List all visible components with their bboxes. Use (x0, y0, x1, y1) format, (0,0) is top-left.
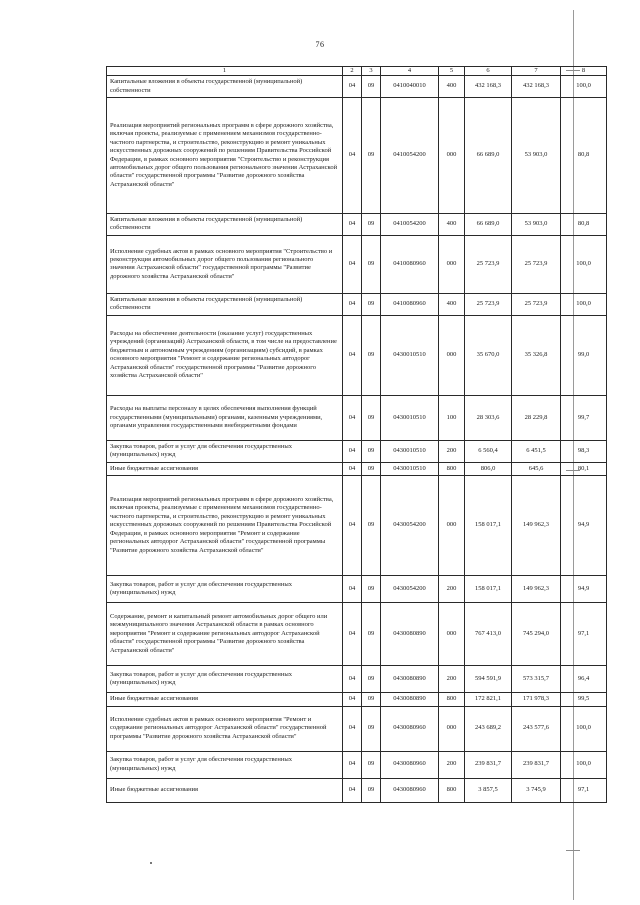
planned-amount-cell: 806,0 (465, 462, 512, 475)
subsection-cell: 09 (362, 76, 381, 98)
subsection-cell: 09 (362, 293, 381, 315)
execution-percent-cell: 80,8 (561, 98, 607, 214)
section-cell: 04 (343, 751, 362, 778)
execution-percent-cell: 80,1 (561, 462, 607, 475)
execution-percent-cell: 94,9 (561, 576, 607, 603)
planned-amount-cell: 594 591,9 (465, 666, 512, 693)
subsection-cell: 09 (362, 576, 381, 603)
execution-percent-cell: 100,0 (561, 293, 607, 315)
expense-name-cell: Закупка товаров, работ и услуг для обеспечения государственных (муниципальных) нужд (107, 576, 343, 603)
planned-amount-cell: 35 670,0 (465, 315, 512, 395)
budget-table (106, 66, 607, 803)
header-cell: 5 (439, 67, 465, 76)
page-number: 76 (315, 40, 325, 49)
execution-percent-cell: 99,5 (561, 693, 607, 706)
executed-amount-cell: 149 962,3 (512, 476, 561, 576)
table-row (107, 395, 607, 440)
table-row (107, 751, 607, 778)
target-article-cell: 0430010510 (381, 440, 439, 462)
target-article-cell: 0410080960 (381, 293, 439, 315)
expense-type-cell: 200 (439, 440, 465, 462)
planned-amount-cell: 158 017,1 (465, 576, 512, 603)
expense-type-cell: 800 (439, 462, 465, 475)
executed-amount-cell: 432 168,3 (512, 76, 561, 98)
target-article-cell: 0430054200 (381, 476, 439, 576)
execution-percent-cell: 100,0 (561, 751, 607, 778)
expense-name-cell: Реализация мероприятий региональных программ в сфере дорожного хозяйства, включая проекты, реализуемые с применением механизмов государственно-частного партнерства, и строительство, реконструкцию и ремонт уникальных искусственных дорожных сооружений по решениям Правительства Российской Федерации, в рамках основного мероприятия "Ремонт и содержание региональных автодорог Астраханской области" государственной программы "Развитие дорожного хозяйства Астраханской области" (107, 476, 343, 576)
subsection-cell: 09 (362, 476, 381, 576)
expense-name-cell: Капитальные вложения в объекты государственной (муниципальной) собственности (107, 76, 343, 98)
executed-amount-cell: 149 962,3 (512, 576, 561, 603)
subsection-cell: 09 (362, 778, 381, 802)
section-cell: 04 (343, 235, 362, 293)
subsection-cell: 09 (362, 214, 381, 236)
binding-tick (566, 850, 580, 851)
planned-amount-cell: 172 821,1 (465, 693, 512, 706)
subsection-cell: 09 (362, 603, 381, 666)
expense-type-cell: 400 (439, 76, 465, 98)
table-row (107, 98, 607, 214)
table-row (107, 476, 607, 576)
executed-amount-cell: 645,6 (512, 462, 561, 475)
header-cell: 2 (343, 67, 362, 76)
expense-name-cell: Реализация мероприятий региональных программ в сфере дорожного хозяйства, включая проекты, реализуемые с применением механизмов государственно-частного партнерства, и строительство, реконструкцию и ремонт уникальных искусственных дорожных сооружений по решениям Правительства Российской Федерации, в рамках основного мероприятия "Строительство и реконструкция автомобильных дорог общего пользования регионального значения Астраханской области" государственной программы "Развитие дорожного хозяйства Астраханской области" (107, 98, 343, 214)
subsection-cell: 09 (362, 706, 381, 751)
target-article-cell: 0430080960 (381, 778, 439, 802)
planned-amount-cell: 28 303,6 (465, 395, 512, 440)
table-row (107, 440, 607, 462)
execution-percent-cell: 94,9 (561, 476, 607, 576)
table-row (107, 778, 607, 802)
expense-type-cell: 000 (439, 603, 465, 666)
target-article-cell: 0430054200 (381, 576, 439, 603)
subsection-cell: 09 (362, 235, 381, 293)
header-cell: 4 (381, 67, 439, 76)
header-cell: 3 (362, 67, 381, 76)
planned-amount-cell: 3 857,5 (465, 778, 512, 802)
target-article-cell: 0430080960 (381, 706, 439, 751)
planned-amount-cell: 66 689,0 (465, 214, 512, 236)
expense-name-cell: Капитальные вложения в объекты государственной (муниципальной) собственности (107, 293, 343, 315)
table-row (107, 214, 607, 236)
header-cell: 6 (465, 67, 512, 76)
table-row (107, 576, 607, 603)
executed-amount-cell: 25 723,9 (512, 293, 561, 315)
section-cell: 04 (343, 76, 362, 98)
planned-amount-cell: 432 168,3 (465, 76, 512, 98)
subsection-cell: 09 (362, 693, 381, 706)
expense-type-cell: 200 (439, 666, 465, 693)
execution-percent-cell: 97,1 (561, 778, 607, 802)
table-row (107, 693, 607, 706)
subsection-cell: 09 (362, 462, 381, 475)
executed-amount-cell: 171 978,3 (512, 693, 561, 706)
expense-name-cell: Капитальные вложения в объекты государственной (муниципальной) собственности (107, 214, 343, 236)
section-cell: 04 (343, 576, 362, 603)
section-cell: 04 (343, 476, 362, 576)
section-cell: 04 (343, 293, 362, 315)
subsection-cell: 09 (362, 440, 381, 462)
header-cell: 7 (512, 67, 561, 76)
executed-amount-cell: 6 451,5 (512, 440, 561, 462)
planned-amount-cell: 25 723,9 (465, 293, 512, 315)
expense-type-cell: 800 (439, 693, 465, 706)
table-row (107, 315, 607, 395)
table-row (107, 706, 607, 751)
executed-amount-cell: 573 315,7 (512, 666, 561, 693)
executed-amount-cell: 243 577,6 (512, 706, 561, 751)
subsection-cell: 09 (362, 98, 381, 214)
expense-name-cell: Закупка товаров, работ и услуг для обеспечения государственных (муниципальных) нужд (107, 666, 343, 693)
executed-amount-cell: 25 723,9 (512, 235, 561, 293)
expense-type-cell: 100 (439, 395, 465, 440)
expense-name-cell: Закупка товаров, работ и услуг для обеспечения государственных (муниципальных) нужд (107, 751, 343, 778)
target-article-cell: 0430010510 (381, 315, 439, 395)
budget-table-body (107, 67, 607, 803)
section-cell: 04 (343, 440, 362, 462)
target-article-cell: 0410040010 (381, 76, 439, 98)
subsection-cell: 09 (362, 751, 381, 778)
execution-percent-cell: 98,3 (561, 440, 607, 462)
expense-name-cell: Закупка товаров, работ и услуг для обеспечения государственных (муниципальных) нужд (107, 440, 343, 462)
expense-type-cell: 800 (439, 778, 465, 802)
table-row (107, 666, 607, 693)
planned-amount-cell: 243 689,2 (465, 706, 512, 751)
section-cell: 04 (343, 778, 362, 802)
executed-amount-cell: 53 903,0 (512, 214, 561, 236)
table-row (107, 76, 607, 98)
planned-amount-cell: 767 413,0 (465, 603, 512, 666)
executed-amount-cell: 28 229,8 (512, 395, 561, 440)
expense-name-cell: Исполнение судебных актов в рамках основного мероприятия "Строительство и реконструкция автомобильных дорог общего пользования регионального значения Астраханской области" государственной программы "Развитие дорожного хозяйства Астраханской области" (107, 235, 343, 293)
expense-name-cell: Расходы на выплаты персоналу в целях обеспечения выполнения функций государственными (муниципальными) органами, казенными учреждениями, органами управления государственными внебюджетными фондами (107, 395, 343, 440)
expense-type-cell: 200 (439, 576, 465, 603)
section-cell: 04 (343, 693, 362, 706)
section-cell: 04 (343, 214, 362, 236)
target-article-cell: 0430080890 (381, 603, 439, 666)
planned-amount-cell: 66 689,0 (465, 98, 512, 214)
target-article-cell: 0410054200 (381, 98, 439, 214)
expense-type-cell: 000 (439, 476, 465, 576)
section-cell: 04 (343, 98, 362, 214)
table-row (107, 462, 607, 475)
execution-percent-cell: 99,7 (561, 395, 607, 440)
section-cell: 04 (343, 603, 362, 666)
target-article-cell: 0410080960 (381, 235, 439, 293)
execution-percent-cell: 97,1 (561, 603, 607, 666)
section-cell: 04 (343, 462, 362, 475)
planned-amount-cell: 6 560,4 (465, 440, 512, 462)
expense-type-cell: 000 (439, 235, 465, 293)
expense-name-cell: Иные бюджетные ассигнования (107, 462, 343, 475)
table-header-row (107, 67, 607, 76)
executed-amount-cell: 745 294,0 (512, 603, 561, 666)
subsection-cell: 09 (362, 666, 381, 693)
section-cell: 04 (343, 666, 362, 693)
executed-amount-cell: 53 903,0 (512, 98, 561, 214)
execution-percent-cell: 99,0 (561, 315, 607, 395)
expense-type-cell: 000 (439, 706, 465, 751)
expense-name-cell: Исполнение судебных актов в рамках основного мероприятия "Ремонт и содержание региональных автодорог Астраханской области" государственной программы "Развитие дорожного хозяйства Астраханской области" (107, 706, 343, 751)
expense-type-cell: 000 (439, 98, 465, 214)
execution-percent-cell: 100,0 (561, 235, 607, 293)
execution-percent-cell: 100,0 (561, 706, 607, 751)
executed-amount-cell: 239 831,7 (512, 751, 561, 778)
scan-speck (150, 862, 152, 864)
target-article-cell: 0430010510 (381, 395, 439, 440)
executed-amount-cell: 35 326,8 (512, 315, 561, 395)
section-cell: 04 (343, 395, 362, 440)
subsection-cell: 09 (362, 315, 381, 395)
table-row (107, 235, 607, 293)
executed-amount-cell: 3 745,9 (512, 778, 561, 802)
table-row (107, 603, 607, 666)
table-row (107, 293, 607, 315)
target-article-cell: 0430010510 (381, 462, 439, 475)
target-article-cell: 0430080890 (381, 666, 439, 693)
planned-amount-cell: 158 017,1 (465, 476, 512, 576)
planned-amount-cell: 239 831,7 (465, 751, 512, 778)
expense-type-cell: 400 (439, 293, 465, 315)
section-cell: 04 (343, 706, 362, 751)
expense-type-cell: 400 (439, 214, 465, 236)
execution-percent-cell: 96,4 (561, 666, 607, 693)
section-cell: 04 (343, 315, 362, 395)
planned-amount-cell: 25 723,9 (465, 235, 512, 293)
expense-name-cell: Содержание, ремонт и капитальный ремонт автомобильных дорог общего или межмуниципального значения Астраханской области в рамках основного мероприятия "Ремонт и содержание региональных автодорог Астраханской области" государственной программы "Развитие дорожного хозяйства Астраханской области" (107, 603, 343, 666)
expense-name-cell: Расходы на обеспечение деятельности (оказание услуг) государственных учреждений (организаций) Астраханской области, в том числе на предоставление бюджетным и автономным учреждениям (организациям) субсидий, в рамках основного мероприятия "Ремонт и содержание региональных автодорог Астраханской области" государственной программы "Развитие дорожного хозяйства Астраханской области" (107, 315, 343, 395)
execution-percent-cell: 80,8 (561, 214, 607, 236)
execution-percent-cell: 100,0 (561, 76, 607, 98)
subsection-cell: 09 (362, 395, 381, 440)
expense-type-cell: 200 (439, 751, 465, 778)
expense-name-cell: Иные бюджетные ассигнования (107, 693, 343, 706)
expense-type-cell: 000 (439, 315, 465, 395)
target-article-cell: 0430080960 (381, 751, 439, 778)
header-cell: 8 (561, 67, 607, 76)
target-article-cell: 0410054200 (381, 214, 439, 236)
target-article-cell: 0430080890 (381, 693, 439, 706)
header-cell: 1 (107, 67, 343, 76)
expense-name-cell: Иные бюджетные ассигнования (107, 778, 343, 802)
